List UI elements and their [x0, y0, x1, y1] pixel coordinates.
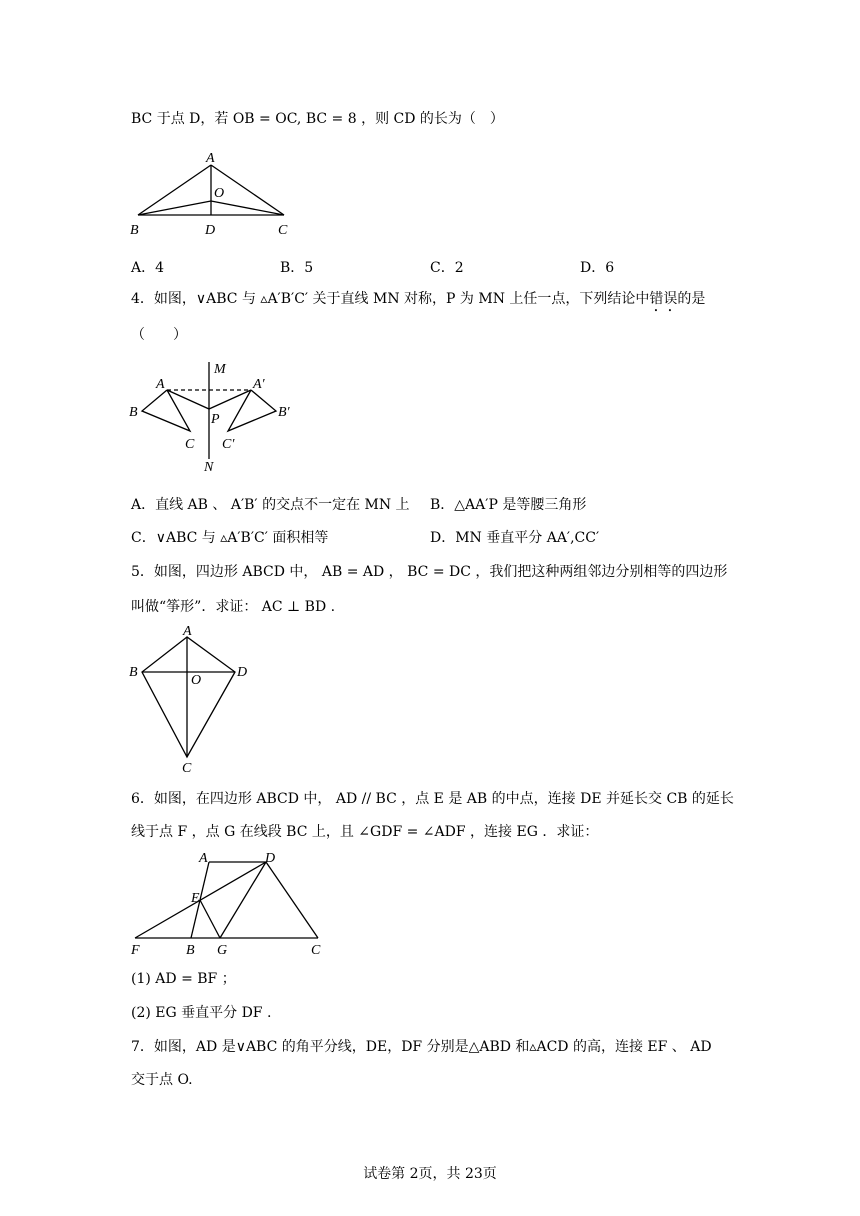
q4-label-b-prime: B′ — [278, 405, 290, 420]
q5-label-o: O — [191, 673, 202, 688]
q7-stem-line2: 交于点 O. — [131, 1072, 193, 1088]
q4-label-c-prime: C′ — [222, 437, 235, 452]
q4-option-c: C．∨ABC 与 ▵A′B′C′ 面积相等 — [131, 530, 329, 546]
q3-label-c: C — [278, 223, 288, 238]
q6-label-b: B — [186, 943, 195, 958]
q4-stem-line2: （ ） — [131, 327, 187, 343]
q6-part2: (2) EG 垂直平分 DF . — [131, 1005, 272, 1021]
q5-label-d: D — [237, 665, 248, 680]
q6-label-a: A — [199, 851, 208, 866]
q4-label-p: P — [211, 412, 220, 427]
q5-label-a: A — [183, 624, 192, 639]
q6-label-e: E — [191, 891, 200, 906]
q3-stem: BC 于点 D，若 OB = OC, BC = 8 ，则 CD 的长为（ ） — [131, 111, 504, 127]
q3-label-o: O — [214, 186, 225, 201]
q3-option-c: C．2 — [430, 260, 464, 276]
q3-option-d: D．6 — [580, 260, 615, 276]
q3-label-b: B — [130, 223, 139, 238]
q3-label-d: D — [205, 223, 216, 238]
q6-label-g: G — [217, 943, 228, 958]
q4-label-c: C — [185, 437, 195, 452]
q4-label-a-prime: A′ — [253, 377, 265, 392]
q6-label-f: F — [131, 943, 140, 958]
q5-label-b: B — [129, 665, 138, 680]
q4-stem — [131, 290, 705, 315]
q4-label-n: N — [204, 460, 214, 475]
q4-figure — [125, 356, 305, 476]
q4-option-d: D．MN 垂直平分 AA′,CC′ — [430, 530, 600, 546]
page-footer: 试卷第 2页，共 23页 — [363, 1166, 497, 1182]
q4-label-m: M — [214, 362, 226, 377]
q4-label-b: B — [129, 405, 138, 420]
q6-label-c: C — [311, 943, 321, 958]
q3-label-a: A — [206, 151, 215, 166]
q6-label-d: D — [265, 851, 276, 866]
q4-option-a: A．直线 AB 、 A′B′ 的交点不一定在 MN 上 — [131, 497, 410, 513]
q4-stem-a: 4．如图，∨ABC 与 ▵A′B′C′ 关于直线 MN 对称，P 为 MN 上任一点，下列结论中 — [131, 291, 650, 307]
q5-stem-line2: 叫做“筝形”．求证： AC ⊥ BD . — [131, 599, 336, 615]
q6-figure — [125, 845, 335, 960]
q3-option-b: B．5 — [280, 260, 314, 276]
q5-figure — [125, 622, 265, 777]
q4-stem-emphasis: 错误 — [649, 291, 678, 307]
q3-figure — [125, 145, 305, 240]
q5-stem-line1: 5．如图，四边形 ABCD 中， AB = AD ， BC = DC ，我们把这种两组邻边分别相等的四边形 — [131, 564, 728, 580]
q3-option-a: A．4 — [131, 260, 165, 276]
q6-part1: (1) AD = BF ； — [131, 971, 236, 987]
q5-label-c: C — [182, 761, 192, 776]
q6-stem-line2: 线于点 F ，点 G 在线段 BC 上，且 ∠GDF = ∠ADF ，连接 EG ．求证： — [131, 824, 599, 840]
q6-stem-line1: 6．如图，在四边形 ABCD 中， AD // BC ，点 E 是 AB 的中点，连接 DE 并延长交 CB 的延长 — [131, 791, 734, 807]
q4-option-b: B．△AA′P 是等腰三角形 — [430, 497, 587, 513]
q4-stem-c: 的是 — [677, 291, 706, 307]
q7-stem-line1: 7．如图，AD 是∨ABC 的角平分线，DE，DF 分别是△ABD 和▵ACD 的高，连接 EF 、 AD — [131, 1039, 712, 1055]
q4-label-a: A — [156, 377, 165, 392]
